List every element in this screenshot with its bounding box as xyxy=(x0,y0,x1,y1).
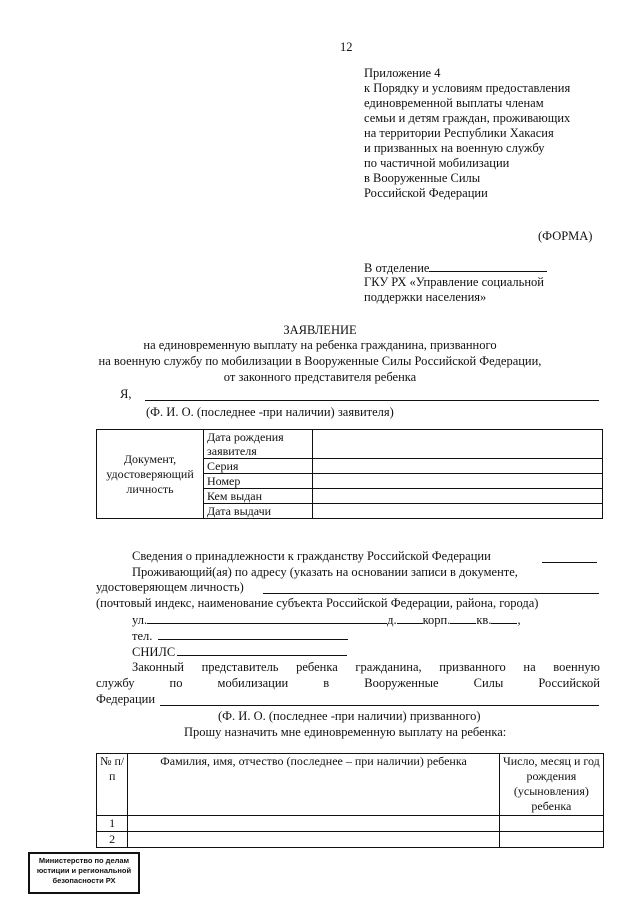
children-header-number: № п/п xyxy=(97,754,128,816)
building-field[interactable] xyxy=(450,612,476,624)
representative-word: по xyxy=(169,676,183,690)
department-line: поддержки населения» xyxy=(364,290,487,304)
stamp-line: юстиции и региональной xyxy=(36,866,132,875)
id-field-series: Серия xyxy=(204,459,313,474)
representative-caption: (Ф. И. О. (последнее -при наличии) призванного) xyxy=(218,709,481,723)
table-row xyxy=(97,832,604,848)
annex-line: единовременной выплаты членам xyxy=(364,96,544,110)
house-label: д. xyxy=(387,613,397,627)
annex-line: по частичной мобилизации xyxy=(364,156,510,170)
snils-label: СНИЛС xyxy=(132,645,176,659)
address-caption: (почтовый индекс, наименование субъекта Российской Федерации, района, города) xyxy=(96,596,539,610)
applicant-prefix: Я, xyxy=(120,387,132,401)
applicant-caption: (Ф. И. О. (последнее -при наличии) заявителя) xyxy=(146,405,394,419)
annex-line: на территории Республики Хакасия xyxy=(364,126,554,140)
representative-line-3: Федерации xyxy=(96,692,156,706)
representative-word: ребенка xyxy=(296,660,338,674)
children-row-birth[interactable] xyxy=(499,816,603,832)
children-row-birth[interactable] xyxy=(499,832,603,848)
department-block xyxy=(364,260,547,305)
street-field[interactable] xyxy=(147,612,387,624)
id-document-table xyxy=(96,429,603,519)
representative-word: гражданина, xyxy=(355,660,422,674)
id-document-label: Документ, удостоверяющий личность xyxy=(97,430,204,519)
apartment-comma: , xyxy=(517,613,521,627)
snils-row xyxy=(132,644,347,660)
department-line: ГКУ РХ «Управление социальной xyxy=(364,275,544,289)
apartment-field[interactable] xyxy=(491,612,517,624)
children-row-name[interactable] xyxy=(128,832,499,848)
annex-line: Российской Федерации xyxy=(364,186,488,200)
children-table xyxy=(96,753,604,848)
representative-word: Силы xyxy=(473,676,504,690)
table-row xyxy=(97,816,604,832)
phone-field[interactable] xyxy=(158,628,348,640)
address-line-1: Проживающий(ая) по адресу (указать на основании записи в документе, xyxy=(132,565,518,579)
phone-row xyxy=(132,628,348,644)
children-row-number: 2 xyxy=(97,832,128,848)
annex-line: в Вооруженные Силы xyxy=(364,171,481,185)
children-header-name: Фамилия, имя, отчество (последнее – при наличии) ребенка xyxy=(128,754,499,816)
address-line-2: удостоверяющем личность) xyxy=(96,580,244,594)
children-row-number: 1 xyxy=(97,816,128,832)
stamp-line: безопасности РХ xyxy=(52,876,116,885)
id-field-birth-date: Дата рождения заявителя xyxy=(204,430,313,459)
building-label: корп. xyxy=(422,613,451,627)
id-field-number: Номер xyxy=(204,474,313,489)
house-field[interactable] xyxy=(397,612,423,624)
department-blank[interactable] xyxy=(429,260,547,272)
representative-word: призванного xyxy=(439,660,506,674)
representative-word: представитель xyxy=(201,660,279,674)
annex-block xyxy=(364,66,570,201)
department-line: В отделение xyxy=(364,261,430,275)
id-field-issue-date: Дата выдачи xyxy=(204,504,313,519)
annex-line: и призванных на военную службу xyxy=(364,141,545,155)
apartment-label: кв. xyxy=(476,613,492,627)
children-header-birth: Число, месяц и год рождения (усыновления) ребенка xyxy=(499,754,603,816)
subtitle-line: от законного представителя ребенка xyxy=(223,370,417,384)
id-value-issued-by[interactable] xyxy=(313,489,603,504)
citizenship-label: Сведения о принадлежности к гражданству Российской Федерации xyxy=(132,549,491,563)
page-number: 12 xyxy=(340,40,353,54)
address-field[interactable] xyxy=(263,582,599,594)
document-title: ЗАЯВЛЕНИЕ xyxy=(283,323,357,337)
id-value-birth-date[interactable] xyxy=(313,430,603,459)
stamp-line: Министерство по делам xyxy=(38,856,130,865)
annex-line: семьи и детям граждан, проживающих xyxy=(364,111,571,125)
representative-word: военную xyxy=(553,660,600,674)
applicant-name-field[interactable] xyxy=(145,389,599,401)
representative-word: в xyxy=(323,676,330,690)
children-row-name[interactable] xyxy=(128,816,499,832)
request-text: Прошу назначить мне единовременную выплату на ребенка: xyxy=(184,725,507,739)
representative-word: Российской xyxy=(538,676,600,690)
subtitle-line: на военную службу по мобилизации в Вооруженные Силы Российской Федерации, xyxy=(98,354,542,368)
ministry-stamp xyxy=(28,852,140,894)
id-value-series[interactable] xyxy=(313,459,603,474)
annex-line: Приложение 4 xyxy=(364,66,441,80)
representative-word: Вооруженные xyxy=(364,676,439,690)
street-label: ул. xyxy=(132,613,148,627)
street-row xyxy=(132,612,521,628)
form-mark: (ФОРМА) xyxy=(538,229,593,243)
id-value-number[interactable] xyxy=(313,474,603,489)
snils-field[interactable] xyxy=(177,644,347,656)
id-value-issue-date[interactable] xyxy=(313,504,603,519)
representative-word: мобилизации xyxy=(217,676,289,690)
representative-word: службу xyxy=(96,676,135,690)
representative-line-1 xyxy=(132,660,600,675)
representative-name-field[interactable] xyxy=(160,694,599,706)
subtitle-line: на единовременную выплату на ребенка гражданина, призванного xyxy=(143,338,497,352)
representative-word: Законный xyxy=(132,660,184,674)
id-field-issued-by: Кем выдан xyxy=(204,489,313,504)
phone-label: тел. xyxy=(132,629,153,643)
annex-line: к Порядку и условиям предоставления xyxy=(364,81,571,95)
representative-line-2 xyxy=(96,676,600,691)
citizenship-field[interactable] xyxy=(542,551,597,563)
representative-word: на xyxy=(523,660,536,674)
